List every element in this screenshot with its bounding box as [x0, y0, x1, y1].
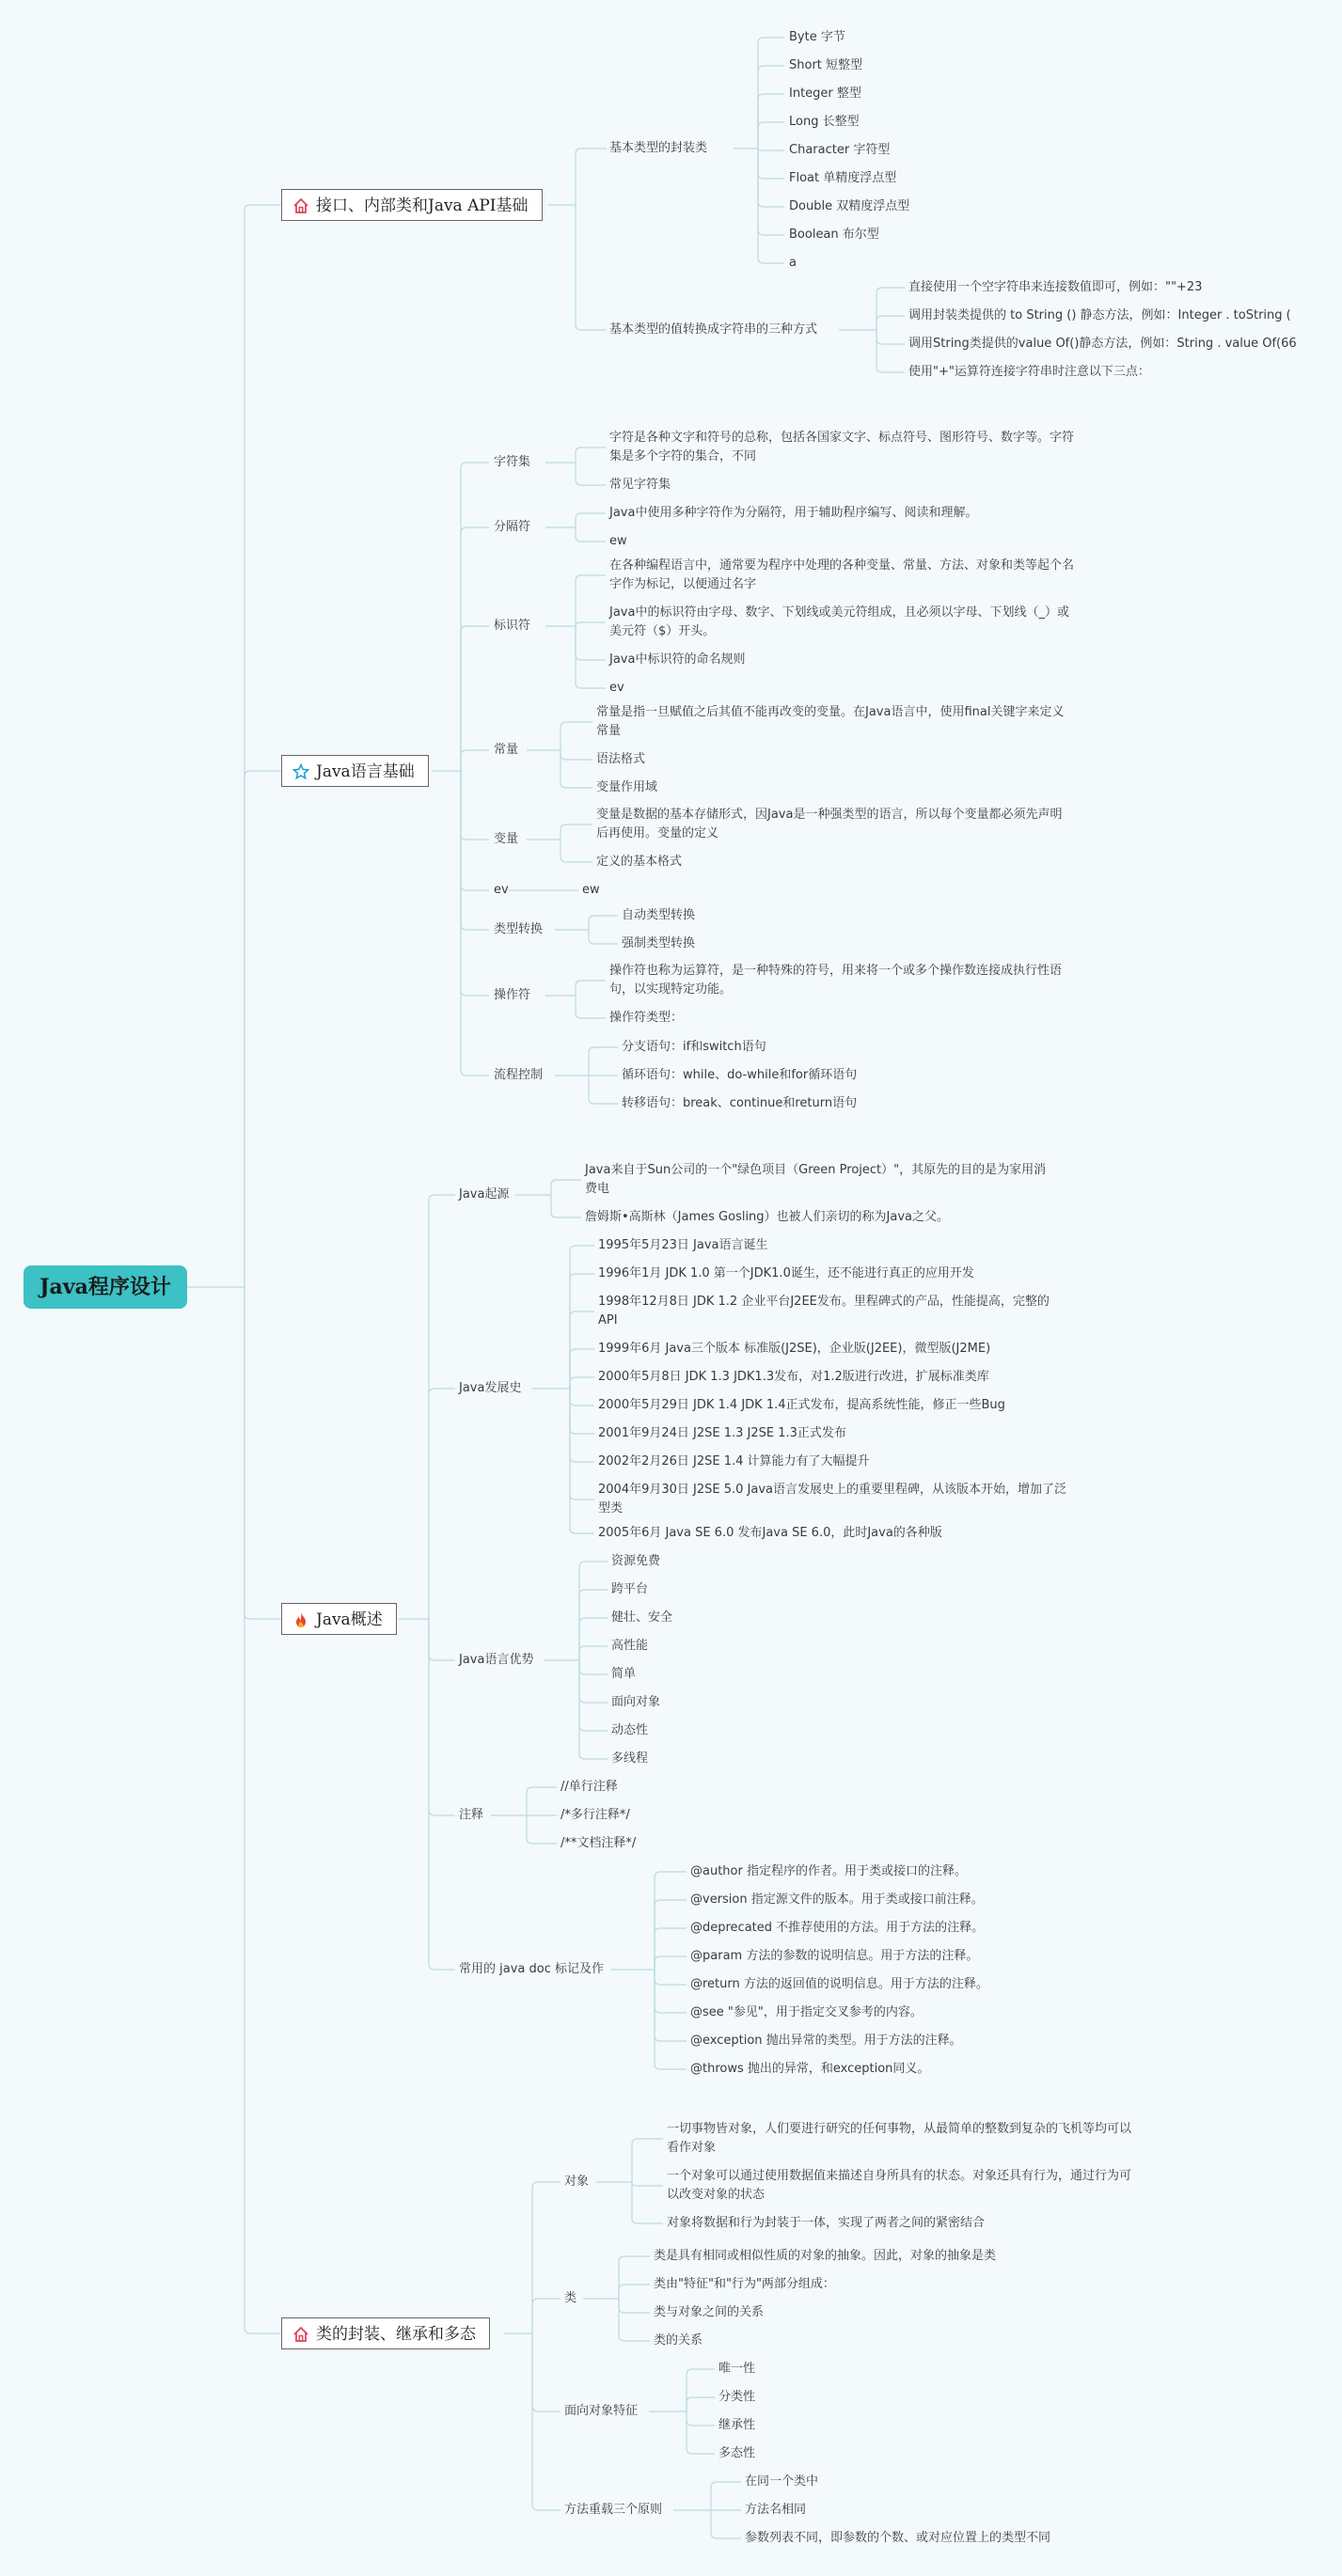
home-icon	[292, 2326, 309, 2343]
connector	[655, 1970, 687, 2013]
leaf[interactable]: 调用封装类提供的 to String () 静态方法，例如：Integer . toString (	[908, 308, 1291, 322]
leaf[interactable]: 2000年5月8日 JDK 1.3 JDK1.3发布，对1.2版进行改进，扩展标准类库	[598, 1370, 989, 1384]
connector	[576, 149, 607, 205]
connector	[579, 1660, 608, 1674]
connector	[687, 2397, 715, 2411]
connector	[655, 1956, 687, 1970]
connector	[655, 1900, 687, 1970]
connector	[532, 2182, 560, 2333]
connector	[687, 2369, 715, 2411]
leaf[interactable]: 2004年9月30日 J2SE 5.0 Java语言发展史上的重要里程碑，从该版本开始，增加了泛型类	[598, 1483, 1066, 1516]
connector	[687, 2411, 715, 2426]
leaf[interactable]: @see "参见"，用于指定交叉参考的内容。	[690, 2005, 923, 2019]
connector	[579, 1618, 608, 1660]
connector	[632, 2139, 663, 2182]
root-node[interactable]: Java程序设计	[24, 1265, 187, 1309]
leaf[interactable]: 分类性	[718, 2390, 756, 2404]
leaf[interactable]: Java中标识符的命名规则	[609, 652, 746, 667]
connector	[655, 1970, 687, 1985]
connector	[576, 626, 606, 688]
leaf[interactable]: Long 长整型	[789, 115, 860, 129]
leaf[interactable]: 直接使用一个空字符串来连接数值即可，例如：""+23	[908, 280, 1203, 294]
connector	[560, 750, 592, 788]
connector	[576, 996, 606, 1018]
connector	[711, 2482, 741, 2510]
branch-separator[interactable]: 分隔符	[494, 520, 531, 534]
leaf[interactable]: 对象将数据和行为封装于一体，实现了两者之间的紧密结合	[667, 2216, 986, 2230]
connector	[758, 149, 784, 150]
leaf[interactable]: 2001年9月24日 J2SE 1.3 J2SE 1.3正式发布	[598, 1426, 846, 1440]
connector	[619, 2299, 650, 2313]
leaf[interactable]: 循环语句：while、do-while和for循环语句	[622, 1068, 858, 1082]
leaf[interactable]: Character 字符型	[789, 143, 891, 157]
leaf[interactable]: 字符是各种文字和符号的总称，包括各国家文字、标点符号、图形符号、数字等。字符集是多个字符的集合，不同	[609, 431, 1075, 463]
topic-java-overview[interactable]	[281, 1603, 397, 1635]
branch-flow-control[interactable]: 流程控制	[494, 1068, 544, 1082]
leaf[interactable]: 多线程	[611, 1751, 649, 1766]
connector	[570, 1274, 594, 1389]
leaf[interactable]: @version 指定源文件的版本。用于类或接口前注释。	[690, 1893, 984, 1907]
leaf[interactable]: 变量是数据的基本存储形式，因Java是一种强类型的语言，所以每个变量都必须先声明后再使用。变量的定义	[596, 808, 1063, 840]
connector	[570, 1246, 594, 1389]
leaf[interactable]: 资源免费	[611, 1554, 661, 1568]
topic-label: Java语言基础	[316, 762, 415, 781]
leaf[interactable]: 在同一个类中	[745, 2474, 819, 2489]
branch-oop-features[interactable]: 面向对象特征	[564, 2404, 639, 2418]
branch-overload[interactable]: 方法重载三个原则	[564, 2503, 663, 2517]
connector	[245, 1287, 281, 2333]
leaf[interactable]: /**文档注释*/	[560, 1836, 637, 1850]
branch-comments[interactable]: 注释	[459, 1808, 484, 1822]
connector	[527, 1815, 557, 1844]
star-icon	[292, 763, 309, 780]
leaf[interactable]: 变量作用域	[596, 780, 658, 794]
connector	[576, 205, 607, 330]
leaf[interactable]: Float 单精度浮点型	[789, 171, 897, 185]
home-icon	[292, 197, 309, 214]
connector	[461, 771, 489, 996]
leaf[interactable]: ev	[609, 681, 624, 695]
connector	[579, 1646, 608, 1660]
leaf[interactable]: 转移语句：break、continue和return语句	[622, 1096, 858, 1110]
leaf[interactable]: 简单	[611, 1667, 637, 1681]
leaf[interactable]: 自动类型转换	[622, 908, 696, 922]
connector	[632, 2182, 663, 2223]
connector	[576, 622, 606, 626]
connector	[461, 771, 489, 890]
connector	[461, 771, 489, 930]
connector	[461, 626, 489, 771]
leaf[interactable]: Java来自于Sun公司的一个"绿色项目（Green Project）"，其原先的目的是为家用消费电	[585, 1163, 1047, 1196]
leaf[interactable]: Java中的标识符由字母、数字、下划线或美元符组成，且必须以字母、下划线（_）或美元符（$）开头。	[609, 605, 1069, 638]
leaf[interactable]: 操作符也称为运算符，是一种特殊的符号，用来将一个或多个操作数连接成执行性语句，以实现特定功能。	[609, 964, 1063, 997]
leaf[interactable]: @exception 抛出异常的类型。用于方法的注释。	[690, 2034, 962, 2048]
connector	[570, 1377, 594, 1389]
connector	[429, 1619, 455, 1815]
leaf[interactable]: 分支语句：if和switch语句	[622, 1040, 766, 1054]
leaf[interactable]: a	[789, 256, 797, 270]
leaf[interactable]: 一切事物皆对象，人们要进行研究的任何事物，从最简单的整数到复杂的飞机等均可以看作对象	[667, 2122, 1132, 2155]
leaf[interactable]: 常量是指一旦赋值之后其值不能再改变的变量。在Java语言中，使用final关键字来定义常量	[596, 705, 1065, 738]
branch-type-cast[interactable]: 类型转换	[494, 922, 544, 936]
topic-interfaces-api[interactable]	[281, 189, 543, 221]
topic-label: 类的封装、继承和多态	[316, 2325, 476, 2344]
leaf[interactable]: 1998年12月8日 JDK 1.2 企业平台J2EE发布。里程碑式的产品，性能提高，完整的API	[598, 1295, 1050, 1327]
connector	[570, 1389, 594, 1406]
leaf[interactable]: 语法格式	[596, 752, 646, 766]
connector	[589, 930, 618, 944]
topic-java-basics[interactable]	[281, 755, 429, 787]
connector	[876, 316, 905, 330]
connector	[245, 1287, 281, 1619]
leaf[interactable]: 1995年5月23日 Java语言诞生	[598, 1238, 768, 1252]
connector	[655, 1872, 687, 1970]
connector	[619, 2285, 650, 2299]
connector	[758, 149, 784, 235]
leaf[interactable]: Java中使用多种字符作为分隔符，用于辅助程序编写、阅读和理解。	[609, 506, 978, 520]
leaf[interactable]: //单行注释	[560, 1780, 618, 1794]
branch-object[interactable]: 对象	[564, 2175, 590, 2189]
fire-icon	[292, 1611, 309, 1628]
connector	[876, 330, 905, 372]
connector	[429, 1619, 455, 1660]
leaf[interactable]: @deprecated 不推荐使用的方法。用于方法的注释。	[690, 1921, 985, 1935]
connector	[876, 330, 905, 344]
leaf[interactable]: 1996年1月 JDK 1.0 第一个JDK1.0诞生，还不能进行真正的应用开发	[598, 1266, 974, 1280]
branch-origin[interactable]: Java起源	[459, 1187, 510, 1202]
connector	[429, 1389, 455, 1619]
leaf[interactable]: Byte 字节	[789, 30, 845, 44]
leaf[interactable]: 一个对象可以通过使用数据值来描述自身所具有的状态。对象还具有行为，通过行为可以改变对象的状态	[667, 2169, 1132, 2202]
connector	[576, 463, 606, 485]
connector	[576, 448, 606, 463]
leaf[interactable]: 常见字符集	[609, 478, 671, 492]
leaf[interactable]: 面向对象	[611, 1695, 661, 1709]
leaf[interactable]: 在各种编程语言中，通常要为程序中处理的各种变量、常量、方法、对象和类等起个名字作为标记，以便通过名字	[609, 558, 1075, 591]
connector	[579, 1660, 608, 1731]
connector	[576, 626, 606, 660]
leaf[interactable]: 调用String类提供的value Of()静态方法，例如：String . value Of(66	[908, 337, 1297, 351]
branch-charset[interactable]: 字符集	[494, 455, 531, 469]
connector	[758, 66, 784, 149]
topic-label: Java概述	[316, 1610, 383, 1629]
connector	[560, 840, 592, 862]
leaf[interactable]: 2005年6月 Java SE 6.0 发布Java SE 6.0，此时Java的各种版	[598, 1526, 942, 1540]
connector	[570, 1349, 594, 1389]
connector	[655, 1970, 687, 2041]
connector	[758, 149, 784, 263]
connector	[429, 1619, 455, 1970]
leaf[interactable]: 类与对象之间的关系	[654, 2305, 765, 2319]
connector	[570, 1389, 594, 1434]
leaf[interactable]: @author 指定程序的作者。用于类或接口的注释。	[690, 1864, 967, 1878]
connector	[560, 825, 592, 840]
leaf[interactable]: @throws 抛出的异常，和exception同义。	[690, 2062, 930, 2076]
leaf[interactable]: Short 短整型	[789, 58, 863, 72]
connector	[632, 2182, 663, 2186]
connector	[461, 771, 489, 1076]
leaf[interactable]: 2002年2月26日 J2SE 1.4 计算能力有了大幅提升	[598, 1454, 870, 1469]
branch-javadoc[interactable]: 常用的 java doc 标记及作	[459, 1962, 604, 1976]
leaf[interactable]: Double 双精度浮点型	[789, 199, 910, 213]
branch-identifier[interactable]: 标识符	[494, 619, 531, 633]
connector	[711, 2510, 741, 2538]
branch-history[interactable]: Java发展史	[459, 1381, 522, 1395]
connector	[589, 916, 618, 930]
connector	[758, 149, 784, 207]
leaf[interactable]: ew	[582, 883, 600, 897]
connector	[579, 1660, 608, 1759]
leaf[interactable]: /*多行注释*/	[560, 1808, 630, 1822]
connector	[576, 527, 606, 542]
leaf[interactable]: 2000年5月29日 JDK 1.4 JDK 1.4正式发布，提高系统性能，修正一些Bug	[598, 1398, 1005, 1412]
connector	[589, 1076, 618, 1104]
leaf[interactable]: @param 方法的参数的说明信息。用于方法的注释。	[690, 1949, 979, 1963]
connector	[461, 463, 489, 771]
connector	[758, 38, 784, 149]
leaf[interactable]: 类的关系	[654, 2333, 703, 2348]
connector	[758, 149, 784, 179]
connector	[619, 2256, 650, 2299]
leaf[interactable]: 方法名相同	[745, 2503, 807, 2517]
connector	[758, 94, 784, 149]
connector	[245, 771, 281, 1287]
branch-advantages[interactable]: Java语言优势	[459, 1653, 534, 1667]
connector	[429, 1195, 455, 1619]
connector	[687, 2411, 715, 2454]
leaf[interactable]: 1999年6月 Java三个版本 标准版(J2SE)，企业版(J2EE)，微型版(J2ME)	[598, 1342, 991, 1356]
leaf[interactable]: 参数列表不同，即参数的个数、或对应位置上的类型不同	[745, 2531, 1051, 2545]
leaf[interactable]: 高性能	[611, 1639, 649, 1653]
connector	[560, 722, 592, 750]
connector	[245, 205, 281, 1287]
leaf[interactable]: 定义的基本格式	[596, 855, 683, 869]
leaf[interactable]: 多态性	[718, 2446, 756, 2460]
leaf[interactable]: 类由"特征"和"行为"两部分组成：	[654, 2277, 835, 2291]
branch-wrapper-classes[interactable]: 基本类型的封装类	[609, 141, 708, 155]
leaf[interactable]: @return 方法的返回值的说明信息。用于方法的注释。	[690, 1977, 988, 1991]
connector	[576, 575, 606, 626]
leaf[interactable]: 强制类型转换	[622, 936, 696, 950]
leaf[interactable]: 跨平台	[611, 1582, 649, 1596]
leaf[interactable]: Integer 整型	[789, 86, 861, 101]
topic-oop[interactable]	[281, 2317, 490, 2349]
leaf[interactable]: 唯一性	[718, 2362, 756, 2376]
connector	[876, 288, 905, 330]
connector	[655, 1928, 687, 1970]
connector	[461, 750, 489, 771]
connector	[579, 1660, 608, 1703]
branch-class[interactable]: 类	[564, 2291, 577, 2305]
branch-operator[interactable]: 操作符	[494, 988, 531, 1002]
leaf[interactable]: 操作符类型：	[609, 1011, 684, 1025]
connector	[619, 2299, 650, 2341]
branch-constant[interactable]: 常量	[494, 743, 519, 757]
leaf[interactable]: ew	[609, 534, 627, 548]
leaf[interactable]: 类是具有相同或相似性质的对象的抽象。因此，对象的抽象是类	[654, 2249, 997, 2263]
leaf[interactable]: Boolean 布尔型	[789, 228, 879, 242]
connector	[758, 122, 784, 149]
connector	[532, 2299, 560, 2333]
leaf[interactable]: 使用"+"运算符连接字符串时注意以下三点：	[908, 365, 1150, 379]
leaf[interactable]: 动态性	[611, 1723, 649, 1737]
connector	[461, 771, 489, 840]
connector	[589, 1047, 618, 1076]
connector	[579, 1562, 608, 1660]
topic-label: 接口、内部类和Java API基础	[316, 196, 529, 215]
connector	[461, 527, 489, 771]
connector	[532, 2333, 560, 2411]
connector	[551, 1195, 581, 1217]
connector	[560, 750, 592, 760]
branch-ev[interactable]: ev	[494, 883, 509, 897]
connector	[570, 1389, 594, 1533]
connector	[579, 1590, 608, 1660]
connector	[527, 1787, 557, 1815]
connector	[576, 981, 606, 996]
connector	[532, 2333, 560, 2510]
branch-variable[interactable]: 变量	[494, 832, 519, 846]
connector	[570, 1389, 594, 1462]
connector	[576, 513, 606, 527]
leaf[interactable]: 继承性	[718, 2418, 756, 2432]
branch-to-string[interactable]: 基本类型的值转换成字符串的三种方式	[609, 322, 818, 337]
leaf[interactable]: 詹姆斯•高斯林（James Gosling）也被人们亲切的称为Java之父。	[585, 1210, 950, 1224]
leaf[interactable]: 健壮、安全	[611, 1610, 673, 1625]
connector	[551, 1180, 581, 1195]
